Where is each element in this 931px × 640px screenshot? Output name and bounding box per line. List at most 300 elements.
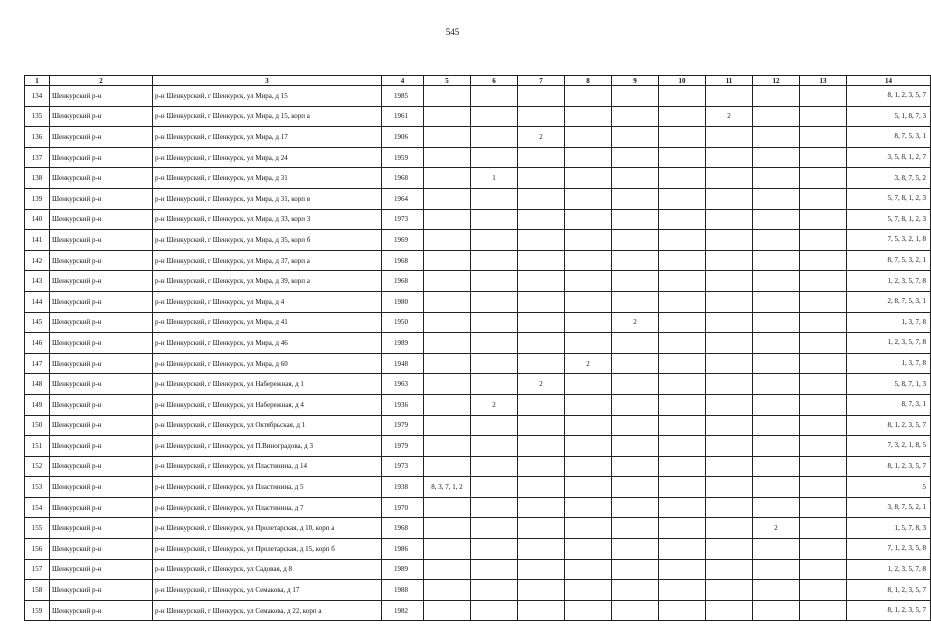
col8-cell — [565, 518, 612, 539]
col5-cell — [424, 312, 471, 333]
col13-cell — [800, 188, 847, 209]
col11-cell — [706, 497, 753, 518]
col10-cell — [659, 250, 706, 271]
col7-cell — [518, 580, 565, 601]
row-number-cell: 152 — [25, 456, 50, 477]
col10-cell — [659, 374, 706, 395]
row-number-cell: 143 — [25, 271, 50, 292]
address-cell: р-н Шенкурский, г Шенкурск, ул Пластинина, д 14 — [153, 456, 382, 477]
col6-cell — [471, 230, 518, 251]
col7-cell — [518, 230, 565, 251]
address-cell: р-н Шенкурский, г Шенкурск, ул Набережная, д 1 — [153, 374, 382, 395]
col13-cell — [800, 600, 847, 621]
col13-cell — [800, 127, 847, 148]
col10-cell — [659, 394, 706, 415]
col14-cell: 1, 5, 7, 8, 3 — [847, 518, 931, 539]
col12-cell: 2 — [753, 518, 800, 539]
col8-cell — [565, 271, 612, 292]
col11-cell — [706, 86, 753, 107]
col12-cell — [753, 374, 800, 395]
table-row — [25, 106, 931, 127]
col9-cell — [612, 559, 659, 580]
table-row — [25, 600, 931, 621]
row-number-cell: 140 — [25, 209, 50, 230]
col12-cell — [753, 106, 800, 127]
col6-cell — [471, 477, 518, 498]
district-cell: Шенкурский р-н — [50, 415, 153, 436]
col12-cell — [753, 456, 800, 477]
col8-cell — [565, 415, 612, 436]
column-header: 14 — [847, 76, 931, 86]
col11-cell — [706, 518, 753, 539]
column-header: 12 — [753, 76, 800, 86]
col8-cell — [565, 539, 612, 560]
col9-cell — [612, 600, 659, 621]
address-cell: р-н Шенкурский, г Шенкурск, ул Мира, д 35, корп б — [153, 230, 382, 251]
col5-cell — [424, 250, 471, 271]
col10-cell — [659, 147, 706, 168]
col6-cell — [471, 250, 518, 271]
row-number-cell: 144 — [25, 291, 50, 312]
col5-cell: 8, 3, 7, 1, 2 — [424, 477, 471, 498]
row-number-cell: 148 — [25, 374, 50, 395]
row-number-cell: 145 — [25, 312, 50, 333]
year-cell: 1936 — [382, 394, 424, 415]
col14-cell: 1, 2, 3, 5, 7, 8 — [847, 559, 931, 580]
table-row — [25, 353, 931, 374]
table-row — [25, 394, 931, 415]
col6-cell — [471, 127, 518, 148]
col6-cell — [471, 374, 518, 395]
col12-cell — [753, 230, 800, 251]
address-cell: р-н Шенкурский, г Шенкурск, ул Мира, д 24 — [153, 147, 382, 168]
col5-cell — [424, 127, 471, 148]
column-header: 13 — [800, 76, 847, 86]
address-cell: р-н Шенкурский, г Шенкурск, ул Пластинина, д 5 — [153, 477, 382, 498]
district-cell: Шенкурский р-н — [50, 600, 153, 621]
col11-cell — [706, 456, 753, 477]
district-cell: Шенкурский р-н — [50, 333, 153, 354]
year-cell: 1985 — [382, 86, 424, 107]
col11-cell — [706, 600, 753, 621]
col6-cell — [471, 333, 518, 354]
col9-cell — [612, 230, 659, 251]
district-cell: Шенкурский р-н — [50, 539, 153, 560]
col14-cell: 2, 8, 7, 5, 3, 1 — [847, 291, 931, 312]
col6-cell — [471, 415, 518, 436]
col13-cell — [800, 456, 847, 477]
page-number: 545 — [445, 27, 460, 37]
col11-cell — [706, 188, 753, 209]
col11-cell — [706, 477, 753, 498]
table-row — [25, 86, 931, 107]
col9-cell — [612, 394, 659, 415]
col10-cell — [659, 188, 706, 209]
column-header: 11 — [706, 76, 753, 86]
col14-cell: 1, 3, 7, 8 — [847, 312, 931, 333]
col5-cell — [424, 394, 471, 415]
col5-cell — [424, 600, 471, 621]
col14-cell: 5, 8, 7, 1, 3 — [847, 374, 931, 395]
col12-cell — [753, 559, 800, 580]
col7-cell — [518, 291, 565, 312]
col12-cell — [753, 394, 800, 415]
col12-cell — [753, 353, 800, 374]
col11-cell — [706, 436, 753, 457]
district-cell: Шенкурский р-н — [50, 168, 153, 189]
col13-cell — [800, 147, 847, 168]
address-cell: р-н Шенкурский, г Шенкурск, ул П.Виноградова, д 3 — [153, 436, 382, 457]
col14-cell: 1, 2, 3, 5, 7, 8 — [847, 333, 931, 354]
col13-cell — [800, 291, 847, 312]
col11-cell — [706, 312, 753, 333]
year-cell: 1979 — [382, 415, 424, 436]
col9-cell — [612, 271, 659, 292]
col9-cell — [612, 106, 659, 127]
col9-cell — [612, 333, 659, 354]
col14-cell: 5, 7, 8, 1, 2, 3 — [847, 209, 931, 230]
col11-cell — [706, 415, 753, 436]
year-cell: 1969 — [382, 230, 424, 251]
col11-cell: 2 — [706, 106, 753, 127]
table-row — [25, 374, 931, 395]
col8-cell — [565, 127, 612, 148]
col12-cell — [753, 539, 800, 560]
col8-cell — [565, 456, 612, 477]
year-cell: 1968 — [382, 250, 424, 271]
year-cell: 1959 — [382, 147, 424, 168]
address-cell: р-н Шенкурский, г Шенкурск, ул Мира, д 4 — [153, 291, 382, 312]
district-cell: Шенкурский р-н — [50, 436, 153, 457]
col10-cell — [659, 106, 706, 127]
row-number-cell: 139 — [25, 188, 50, 209]
col14-cell: 3, 8, 7, 5, 2 — [847, 168, 931, 189]
col9-cell — [612, 497, 659, 518]
col9-cell — [612, 477, 659, 498]
address-cell: р-н Шенкурский, г Шенкурск, ул Мира, д 33, корп 3 — [153, 209, 382, 230]
district-cell: Шенкурский р-н — [50, 394, 153, 415]
col11-cell — [706, 580, 753, 601]
col8-cell — [565, 477, 612, 498]
col5-cell — [424, 497, 471, 518]
col9-cell — [612, 539, 659, 560]
district-cell: Шенкурский р-н — [50, 497, 153, 518]
col6-cell — [471, 518, 518, 539]
row-number-cell: 150 — [25, 415, 50, 436]
col8-cell — [565, 312, 612, 333]
col14-cell: 8, 1, 2, 3, 5, 7 — [847, 600, 931, 621]
year-cell: 1961 — [382, 106, 424, 127]
col14-cell: 8, 1, 2, 3, 5, 7 — [847, 580, 931, 601]
col13-cell — [800, 436, 847, 457]
table-row — [25, 127, 931, 148]
col13-cell — [800, 312, 847, 333]
col14-cell: 5 — [847, 477, 931, 498]
col12-cell — [753, 168, 800, 189]
col14-cell: 8, 1, 2, 3, 5, 7 — [847, 86, 931, 107]
col6-cell — [471, 147, 518, 168]
col13-cell — [800, 477, 847, 498]
table-row — [25, 539, 931, 560]
table-row — [25, 333, 931, 354]
district-cell: Шенкурский р-н — [50, 250, 153, 271]
col14-cell: 3, 8, 7, 5, 2, 1 — [847, 497, 931, 518]
col6-cell — [471, 106, 518, 127]
col6-cell — [471, 209, 518, 230]
col11-cell — [706, 539, 753, 560]
year-cell: 1986 — [382, 539, 424, 560]
table-row — [25, 436, 931, 457]
column-header: 2 — [50, 76, 153, 86]
column-header: 3 — [153, 76, 382, 86]
col11-cell — [706, 271, 753, 292]
col9-cell — [612, 353, 659, 374]
table-row — [25, 518, 931, 539]
col10-cell — [659, 497, 706, 518]
year-cell: 1980 — [382, 291, 424, 312]
col14-cell: 1, 3, 7, 8 — [847, 353, 931, 374]
col12-cell — [753, 147, 800, 168]
col9-cell — [612, 209, 659, 230]
col12-cell — [753, 436, 800, 457]
column-header: 5 — [424, 76, 471, 86]
col14-cell: 7, 1, 2, 3, 5, 8 — [847, 539, 931, 560]
col7-cell — [518, 250, 565, 271]
col10-cell — [659, 168, 706, 189]
col10-cell — [659, 333, 706, 354]
col12-cell — [753, 333, 800, 354]
col12-cell — [753, 477, 800, 498]
col14-cell: 7, 3, 2, 1, 8, 5 — [847, 436, 931, 457]
table-row — [25, 477, 931, 498]
col5-cell — [424, 188, 471, 209]
address-cell: р-н Шенкурский, г Шенкурск, ул Семакова, д 17 — [153, 580, 382, 601]
col11-cell — [706, 127, 753, 148]
col5-cell — [424, 106, 471, 127]
address-cell: р-н Шенкурский, г Шенкурск, ул Мира, д 41 — [153, 312, 382, 333]
col11-cell — [706, 394, 753, 415]
col9-cell — [612, 291, 659, 312]
col14-cell: 8, 1, 2, 3, 5, 7 — [847, 415, 931, 436]
row-number-cell: 136 — [25, 127, 50, 148]
col5-cell — [424, 456, 471, 477]
col10-cell — [659, 312, 706, 333]
column-header: 1 — [25, 76, 50, 86]
col7-cell — [518, 394, 565, 415]
col10-cell — [659, 580, 706, 601]
col10-cell — [659, 415, 706, 436]
column-header: 6 — [471, 76, 518, 86]
col7-cell — [518, 436, 565, 457]
col10-cell — [659, 291, 706, 312]
col6-cell — [471, 188, 518, 209]
address-cell: р-н Шенкурский, г Шенкурск, ул Семакова, д 22, корп а — [153, 600, 382, 621]
col10-cell — [659, 127, 706, 148]
district-cell: Шенкурский р-н — [50, 147, 153, 168]
col13-cell — [800, 497, 847, 518]
col7-cell — [518, 600, 565, 621]
col14-cell: 8, 7, 5, 3, 1 — [847, 127, 931, 148]
col10-cell — [659, 600, 706, 621]
col5-cell — [424, 374, 471, 395]
district-cell: Шенкурский р-н — [50, 456, 153, 477]
col8-cell — [565, 86, 612, 107]
district-cell: Шенкурский р-н — [50, 209, 153, 230]
district-cell: Шенкурский р-н — [50, 86, 153, 107]
row-number-cell: 137 — [25, 147, 50, 168]
row-number-cell: 159 — [25, 600, 50, 621]
col11-cell — [706, 168, 753, 189]
col14-cell: 5, 7, 8, 1, 2, 3 — [847, 188, 931, 209]
district-cell: Шенкурский р-н — [50, 312, 153, 333]
col11-cell — [706, 250, 753, 271]
col6-cell — [471, 436, 518, 457]
col14-cell: 5, 1, 8, 7, 3 — [847, 106, 931, 127]
col11-cell — [706, 353, 753, 374]
col10-cell — [659, 559, 706, 580]
address-cell: р-н Шенкурский, г Шенкурск, ул Пролетарская, д 10, корп а — [153, 518, 382, 539]
address-cell: р-н Шенкурский, г Шенкурск, ул Мира, д 31 — [153, 168, 382, 189]
col8-cell — [565, 580, 612, 601]
col5-cell — [424, 539, 471, 560]
table-row — [25, 291, 931, 312]
col13-cell — [800, 333, 847, 354]
col12-cell — [753, 312, 800, 333]
col12-cell — [753, 271, 800, 292]
col6-cell — [471, 580, 518, 601]
row-number-cell: 146 — [25, 333, 50, 354]
col14-cell: 7, 5, 3, 2, 1, 8 — [847, 230, 931, 251]
table-row — [25, 456, 931, 477]
col9-cell: 2 — [612, 312, 659, 333]
col8-cell — [565, 374, 612, 395]
col14-cell: 8, 7, 5, 3, 2, 1 — [847, 250, 931, 271]
col10-cell — [659, 353, 706, 374]
col5-cell — [424, 580, 471, 601]
table-row — [25, 209, 931, 230]
year-cell: 1948 — [382, 353, 424, 374]
column-header: 8 — [565, 76, 612, 86]
col7-cell — [518, 333, 565, 354]
col7-cell — [518, 415, 565, 436]
col11-cell — [706, 147, 753, 168]
table-row — [25, 168, 931, 189]
table-row — [25, 188, 931, 209]
col8-cell — [565, 209, 612, 230]
row-number-cell: 157 — [25, 559, 50, 580]
col5-cell — [424, 147, 471, 168]
col6-cell — [471, 497, 518, 518]
col12-cell — [753, 86, 800, 107]
col12-cell — [753, 580, 800, 601]
col6-cell — [471, 456, 518, 477]
district-cell: Шенкурский р-н — [50, 291, 153, 312]
col5-cell — [424, 291, 471, 312]
col7-cell — [518, 271, 565, 292]
district-cell: Шенкурский р-н — [50, 127, 153, 148]
table-row — [25, 250, 931, 271]
col13-cell — [800, 394, 847, 415]
address-cell: р-н Шенкурский, г Шенкурск, ул Мира, д 37, корп а — [153, 250, 382, 271]
row-number-cell: 158 — [25, 580, 50, 601]
col12-cell — [753, 415, 800, 436]
col8-cell — [565, 394, 612, 415]
column-header: 9 — [612, 76, 659, 86]
col13-cell — [800, 374, 847, 395]
col12-cell — [753, 497, 800, 518]
col12-cell — [753, 250, 800, 271]
col10-cell — [659, 209, 706, 230]
col9-cell — [612, 168, 659, 189]
col10-cell — [659, 456, 706, 477]
col9-cell — [612, 456, 659, 477]
col10-cell — [659, 230, 706, 251]
col7-cell — [518, 477, 565, 498]
col5-cell — [424, 86, 471, 107]
col10-cell — [659, 271, 706, 292]
year-cell: 1989 — [382, 333, 424, 354]
col7-cell — [518, 559, 565, 580]
district-cell: Шенкурский р-н — [50, 188, 153, 209]
col11-cell — [706, 209, 753, 230]
row-number-cell: 151 — [25, 436, 50, 457]
col14-cell: 8, 1, 2, 3, 5, 7 — [847, 456, 931, 477]
col12-cell — [753, 127, 800, 148]
col6-cell — [471, 353, 518, 374]
table-row — [25, 415, 931, 436]
table-row — [25, 147, 931, 168]
col14-cell: 3, 5, 8, 1, 2, 7 — [847, 147, 931, 168]
col9-cell — [612, 127, 659, 148]
year-cell: 1968 — [382, 168, 424, 189]
col9-cell — [612, 250, 659, 271]
col8-cell — [565, 559, 612, 580]
district-cell: Шенкурский р-н — [50, 353, 153, 374]
row-number-cell: 138 — [25, 168, 50, 189]
col5-cell — [424, 209, 471, 230]
year-cell: 1968 — [382, 271, 424, 292]
col7-cell — [518, 353, 565, 374]
year-cell: 1982 — [382, 600, 424, 621]
year-cell: 1989 — [382, 559, 424, 580]
col6-cell — [471, 312, 518, 333]
column-header: 10 — [659, 76, 706, 86]
col8-cell — [565, 147, 612, 168]
row-number-cell: 135 — [25, 106, 50, 127]
col7-cell — [518, 209, 565, 230]
year-cell: 1973 — [382, 209, 424, 230]
address-cell: р-н Шенкурский, г Шенкурск, ул Мира, д 31, корп в — [153, 188, 382, 209]
col9-cell — [612, 147, 659, 168]
col7-cell — [518, 147, 565, 168]
row-number-cell: 141 — [25, 230, 50, 251]
district-cell: Шенкурский р-н — [50, 230, 153, 251]
year-cell: 1906 — [382, 127, 424, 148]
district-cell: Шенкурский р-н — [50, 271, 153, 292]
col12-cell — [753, 209, 800, 230]
table-row — [25, 312, 931, 333]
col13-cell — [800, 209, 847, 230]
col8-cell — [565, 333, 612, 354]
col11-cell — [706, 230, 753, 251]
col6-cell: 1 — [471, 168, 518, 189]
col5-cell — [424, 353, 471, 374]
col7-cell — [518, 518, 565, 539]
col5-cell — [424, 168, 471, 189]
col13-cell — [800, 230, 847, 251]
year-cell: 1968 — [382, 518, 424, 539]
column-header: 7 — [518, 76, 565, 86]
